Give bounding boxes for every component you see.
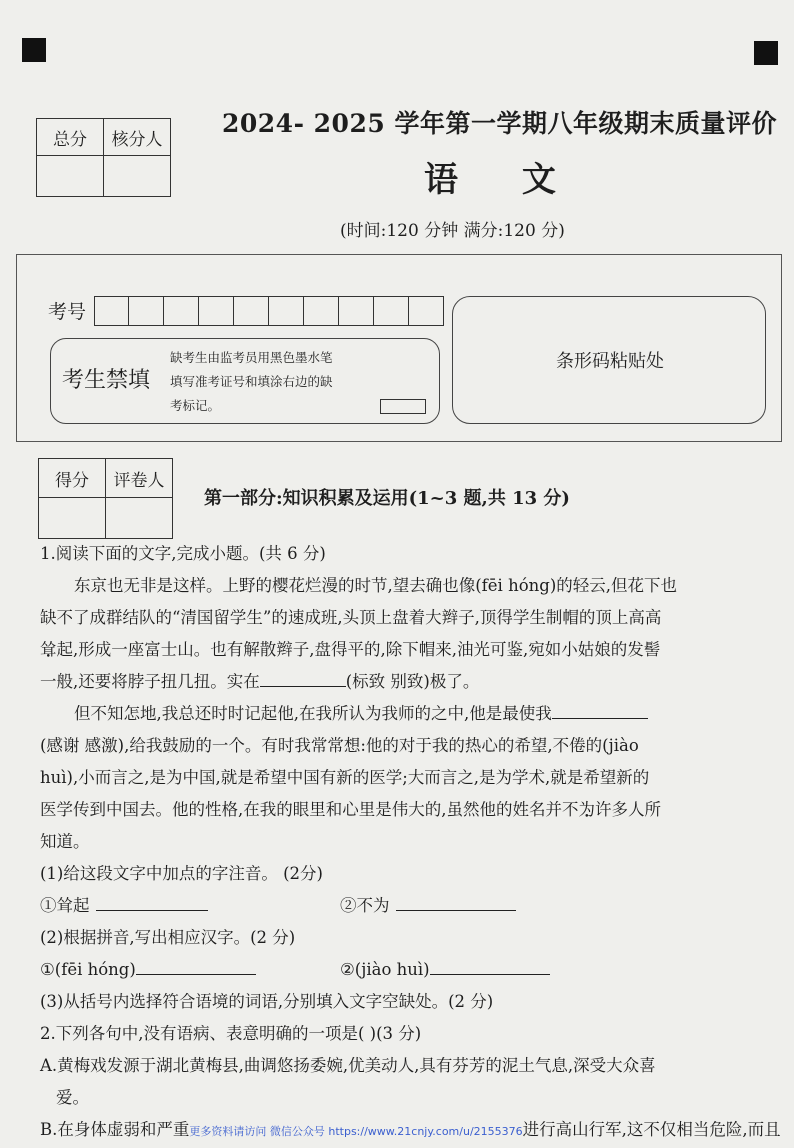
notice-line: 考标记。 [170,398,221,413]
answer-blank[interactable] [396,894,516,911]
id-cell[interactable] [164,296,199,326]
id-cell[interactable] [409,296,444,326]
part-score-table [38,458,173,539]
answer-blank[interactable] [430,958,550,975]
q1-p2-line: (感谢 感激),给我鼓励的一个。有时我常常想:他的对于我的热心的希望,不倦的(jiào [40,736,639,755]
id-cell[interactable] [234,296,269,326]
corner-mark-right [754,41,778,65]
q1-p2-line: 知道。 [40,832,90,851]
notice-line: 缺考生由监考员用黑色墨水笔 [170,350,333,365]
q1-sub2-answers: ①(fēi hóng) ②(jiào huì) [40,954,780,986]
absent-mark-box[interactable] [380,399,426,414]
id-cell[interactable] [304,296,339,326]
q1-p1-line: 东京也无非是这样。上野的樱花烂漫的时节,望去确也像(fēi hóng)的轻云,但花下也 [74,576,678,595]
candidate-notice-label: 考生禁填 [62,368,151,393]
exam-info: (时间:120 分钟 满分:120 分) [340,221,565,241]
q1-sub1-answers: ①耸起 ②不为 [40,890,780,922]
corner-mark-left [22,38,46,62]
total-score-header: 总分 [37,119,104,156]
answer-blank[interactable] [96,894,208,911]
dotted-char: 为 [578,800,595,819]
score-checker-header: 核分人 [104,119,171,156]
q1-p2-line: 但不知怎地,我总还时时记起他,在我所认为我师的之中,他是最使我 [40,698,780,730]
dotted-char: 耸 [40,640,57,659]
id-cell[interactable] [269,296,304,326]
q2-stem: 2.下列各句中,没有语病、表意明确的一项是( )(3 分) [40,1024,422,1043]
q2-option-a: A.黄梅戏发源于湖北黄梅县,曲调悠扬委婉,优美动人,具有芬芳的泥土气息,深受大众喜 [40,1056,656,1075]
part-score-header: 得分 [39,459,106,498]
subject-title: 语 文 [424,160,582,200]
q1-p1-line: 缺不了成群结队的“清国留学生”的速成班,头顶上盘着大辫子,顶得学生制帽的顶上高高 [40,608,662,627]
id-cell[interactable] [199,296,234,326]
q1-p2-line: 医学传到中国去。他的性格,在我的眼里和心里是伟大的,虽然他的姓名并不为许多人所 [40,800,661,819]
id-cell[interactable] [339,296,374,326]
id-cell[interactable] [129,296,164,326]
blank-1[interactable] [260,670,346,687]
part1-title: 第一部分:知识积累及运用(1~3 题,共 13 分) [204,488,570,509]
total-score-table [36,118,171,197]
q1-sub2: (2)根据拼音,写出相应汉字。(2 分) [40,928,296,947]
question-1 [40,538,780,1148]
q1-p1-line: 一般,还要将脖子扭几扭。实在 (标致 别致)极了。 [40,672,480,691]
q1-sub3: (3)从括号内选择符合语境的词语,分别填入文字空缺处。(2 分) [40,992,494,1011]
id-cell[interactable] [94,296,129,326]
total-score-cell[interactable] [37,156,104,197]
part-grader-cell[interactable] [106,498,173,539]
q2-option-a-cont: 爱。 [56,1088,89,1107]
part-score-cell[interactable] [39,498,106,539]
notice-line: 填写准考证号和填涂右边的缺 [170,374,333,389]
exam-title: 2024- 2025 学年第一学期八年级期末质量评价 [222,109,777,138]
q1-p2-line: huì),小而言之,是为中国,就是希望中国有新的医学;大而言之,是为学术,就是希望新的 [40,768,650,787]
q1-sub1: (1)给这段文字中加点的字注音。 (2分) [40,864,323,883]
candidate-notice-text [170,346,333,418]
q1-p1-line: 耸起,形成一座富士山。也有解散辫子,盘得平的,除下帽来,油光可鉴,宛如小姑娘的发髻 [40,640,661,659]
part-grader-header: 评卷人 [106,459,173,498]
score-checker-cell[interactable] [104,156,171,197]
candidate-id-grid[interactable] [94,296,444,326]
barcode-label: 条形码粘贴处 [556,351,664,372]
candidate-id-label: 考号 [48,301,87,323]
q1-stem: 1.阅读下面的文字,完成小题。(共 6 分) [40,544,326,563]
watermark: 更多资料请访问 微信公众号 https://www.21cnjy.com/u/2155376 [189,1125,523,1138]
q2-option-b: B.在身体虚弱和严重更多资料请访问 微信公众号 https://www.21cnjy.com/u/2155376进行高山行军,这不仅相当危险,而且 [40,1120,781,1139]
answer-blank[interactable] [136,958,256,975]
id-cell[interactable] [374,296,409,326]
blank-2[interactable] [552,702,648,719]
